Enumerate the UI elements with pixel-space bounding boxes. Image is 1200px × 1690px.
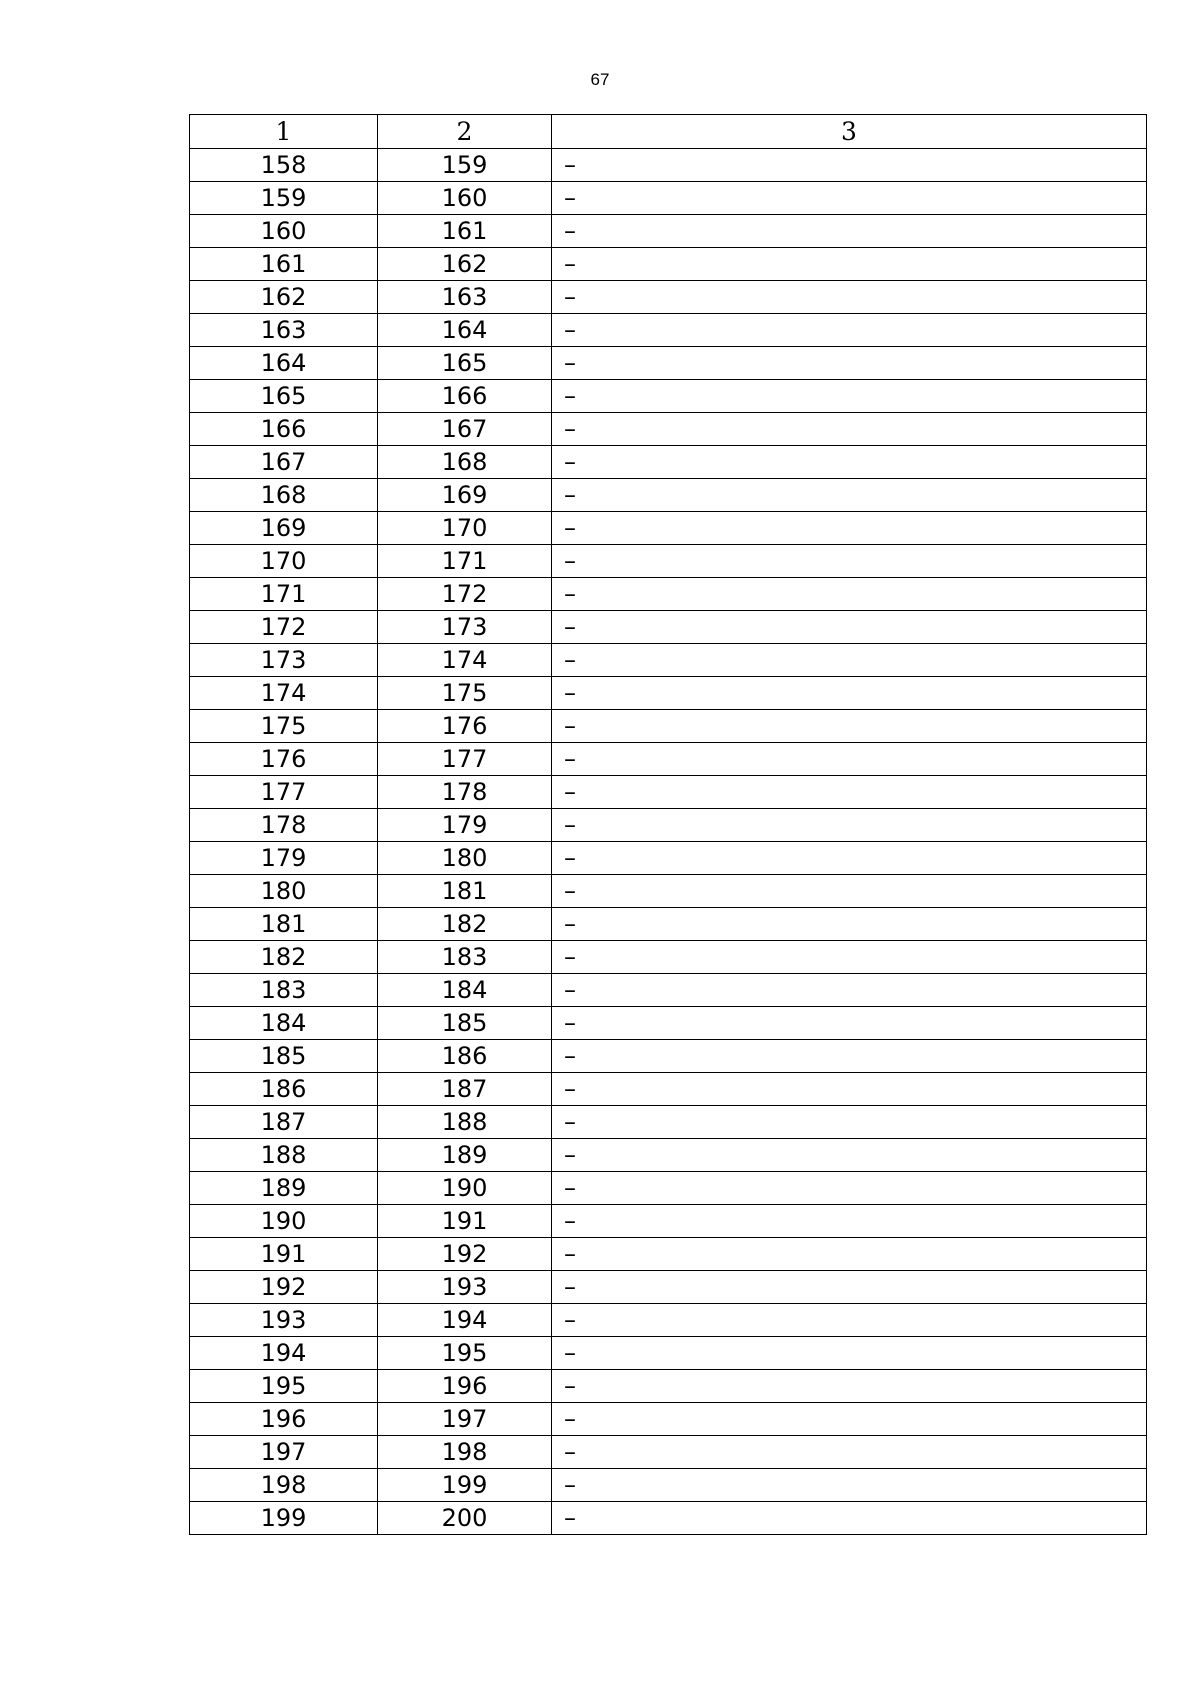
table-cell-col-2: 182: [378, 908, 552, 941]
table-cell-col-1: 169: [190, 512, 378, 545]
table-cell-col-3: –: [552, 710, 1147, 743]
table-cell-col-3: –: [552, 1436, 1147, 1469]
table-cell-col-1: 178: [190, 809, 378, 842]
table-cell-col-3: –: [552, 809, 1147, 842]
table-cell-col-3: –: [552, 1073, 1147, 1106]
table-cell-col-1: 161: [190, 248, 378, 281]
table-cell-col-2: 159: [378, 149, 552, 182]
table-cell-col-2: 190: [378, 1172, 552, 1205]
table-cell-col-2: 172: [378, 578, 552, 611]
table-row: [190, 479, 1147, 512]
table-cell-col-1: 181: [190, 908, 378, 941]
table-cell-col-3: –: [552, 611, 1147, 644]
table-cell-col-3: –: [552, 1139, 1147, 1172]
table-cell-col-2: 196: [378, 1370, 552, 1403]
table-cell-col-3: –: [552, 941, 1147, 974]
table-cell-col-2: 175: [378, 677, 552, 710]
table-cell-col-2: 184: [378, 974, 552, 1007]
table-cell-col-3: –: [552, 644, 1147, 677]
table-cell-col-2: 189: [378, 1139, 552, 1172]
table-cell-col-3: –: [552, 1370, 1147, 1403]
table-row: [190, 380, 1147, 413]
table-row: [190, 1139, 1147, 1172]
table-cell-col-2: 183: [378, 941, 552, 974]
table-row: [190, 1502, 1147, 1535]
table-cell-col-1: 183: [190, 974, 378, 1007]
table-cell-col-2: 161: [378, 215, 552, 248]
table-row: [190, 512, 1147, 545]
table-cell-col-1: 172: [190, 611, 378, 644]
table-cell-col-2: 163: [378, 281, 552, 314]
table-cell-col-2: 164: [378, 314, 552, 347]
table-cell-col-3: –: [552, 1403, 1147, 1436]
table-cell-col-2: 171: [378, 545, 552, 578]
table-cell-col-2: 187: [378, 1073, 552, 1106]
column-header-2: 2: [378, 115, 552, 149]
table-row: [190, 1370, 1147, 1403]
table-row: [190, 1007, 1147, 1040]
table-row: [190, 545, 1147, 578]
table-row: [190, 611, 1147, 644]
table-body: [190, 149, 1147, 1535]
table-cell-col-2: 188: [378, 1106, 552, 1139]
table-cell-col-1: 198: [190, 1469, 378, 1502]
table-cell-col-1: 197: [190, 1436, 378, 1469]
table-row: [190, 1040, 1147, 1073]
table-cell-col-1: 160: [190, 215, 378, 248]
table-cell-col-3: –: [552, 512, 1147, 545]
table-cell-col-1: 195: [190, 1370, 378, 1403]
table-row: [190, 1238, 1147, 1271]
table-cell-col-1: 163: [190, 314, 378, 347]
table-cell-col-2: 179: [378, 809, 552, 842]
table-cell-col-2: 197: [378, 1403, 552, 1436]
table-cell-col-1: 171: [190, 578, 378, 611]
data-table: [189, 114, 1147, 1535]
table-cell-col-3: –: [552, 908, 1147, 941]
table-row: [190, 215, 1147, 248]
table-cell-col-2: 199: [378, 1469, 552, 1502]
table-row: [190, 743, 1147, 776]
table-cell-col-1: 165: [190, 380, 378, 413]
table-cell-col-1: 159: [190, 182, 378, 215]
table-cell-col-2: 165: [378, 347, 552, 380]
table-cell-col-1: 175: [190, 710, 378, 743]
column-header-1: 1: [190, 115, 378, 149]
table-cell-col-3: –: [552, 1007, 1147, 1040]
table-cell-col-1: 162: [190, 281, 378, 314]
table-row: [190, 842, 1147, 875]
table-row: [190, 1271, 1147, 1304]
table-cell-col-2: 166: [378, 380, 552, 413]
table-cell-col-3: –: [552, 182, 1147, 215]
table-row: [190, 248, 1147, 281]
table-cell-col-1: 192: [190, 1271, 378, 1304]
table-cell-col-2: 167: [378, 413, 552, 446]
table-row: [190, 1205, 1147, 1238]
table-cell-col-2: 198: [378, 1436, 552, 1469]
table-cell-col-1: 170: [190, 545, 378, 578]
table-row: [190, 1436, 1147, 1469]
table-cell-col-3: –: [552, 743, 1147, 776]
table-cell-col-3: –: [552, 545, 1147, 578]
table-row: [190, 1304, 1147, 1337]
table-cell-col-1: 194: [190, 1337, 378, 1370]
page-number: 67: [590, 70, 610, 89]
table-cell-col-2: 194: [378, 1304, 552, 1337]
table-cell-col-1: 190: [190, 1205, 378, 1238]
table-row: [190, 149, 1147, 182]
column-header-3: 3: [552, 115, 1147, 149]
table-cell-col-2: 193: [378, 1271, 552, 1304]
table-cell-col-1: 174: [190, 677, 378, 710]
table-cell-col-3: –: [552, 1469, 1147, 1502]
table-cell-col-2: 177: [378, 743, 552, 776]
table-cell-col-2: 181: [378, 875, 552, 908]
table-cell-col-3: –: [552, 578, 1147, 611]
table-row: [190, 644, 1147, 677]
table-cell-col-3: –: [552, 1337, 1147, 1370]
table-cell-col-3: –: [552, 281, 1147, 314]
table-row: [190, 1403, 1147, 1436]
table-cell-col-3: –: [552, 248, 1147, 281]
table-cell-col-2: 170: [378, 512, 552, 545]
table-cell-col-3: –: [552, 1172, 1147, 1205]
table-cell-col-3: –: [552, 1106, 1147, 1139]
table-cell-col-1: 199: [190, 1502, 378, 1535]
table-row: [190, 1469, 1147, 1502]
table-cell-col-1: 184: [190, 1007, 378, 1040]
table-cell-col-3: –: [552, 479, 1147, 512]
table-cell-col-3: –: [552, 677, 1147, 710]
table-row: [190, 446, 1147, 479]
table-row: [190, 710, 1147, 743]
table-cell-col-2: 162: [378, 248, 552, 281]
table-cell-col-1: 179: [190, 842, 378, 875]
table-row: [190, 908, 1147, 941]
table-row: [190, 347, 1147, 380]
table-cell-col-3: –: [552, 1040, 1147, 1073]
table-cell-col-2: 200: [378, 1502, 552, 1535]
table-row: [190, 281, 1147, 314]
table-cell-col-2: 195: [378, 1337, 552, 1370]
table-cell-col-2: 168: [378, 446, 552, 479]
table-row: [190, 974, 1147, 1007]
table-cell-col-1: 167: [190, 446, 378, 479]
table-cell-col-3: –: [552, 446, 1147, 479]
table-cell-col-3: –: [552, 314, 1147, 347]
table-cell-col-1: 189: [190, 1172, 378, 1205]
table-cell-col-2: 174: [378, 644, 552, 677]
table-cell-col-1: 180: [190, 875, 378, 908]
table-row: [190, 1106, 1147, 1139]
table-cell-col-3: –: [552, 875, 1147, 908]
table-row: [190, 578, 1147, 611]
table-cell-col-1: 186: [190, 1073, 378, 1106]
table-row: [190, 1172, 1147, 1205]
table-cell-col-1: 173: [190, 644, 378, 677]
table-cell-col-3: –: [552, 842, 1147, 875]
table-cell-col-1: 166: [190, 413, 378, 446]
table-cell-col-1: 185: [190, 1040, 378, 1073]
table-cell-col-3: –: [552, 347, 1147, 380]
table-cell-col-3: –: [552, 1304, 1147, 1337]
table-cell-col-3: –: [552, 149, 1147, 182]
table-cell-col-3: –: [552, 380, 1147, 413]
table-cell-col-3: –: [552, 413, 1147, 446]
table-cell-col-1: 193: [190, 1304, 378, 1337]
table-cell-col-3: –: [552, 1502, 1147, 1535]
table-cell-col-1: 188: [190, 1139, 378, 1172]
table-cell-col-3: –: [552, 974, 1147, 1007]
table-cell-col-1: 182: [190, 941, 378, 974]
table-cell-col-1: 177: [190, 776, 378, 809]
table-row: [190, 875, 1147, 908]
table-cell-col-3: –: [552, 215, 1147, 248]
table-row: [190, 413, 1147, 446]
table-cell-col-2: 191: [378, 1205, 552, 1238]
table-row: [190, 182, 1147, 215]
table-cell-col-2: 186: [378, 1040, 552, 1073]
table-cell-col-3: –: [552, 1271, 1147, 1304]
table-cell-col-2: 180: [378, 842, 552, 875]
table-cell-col-2: 185: [378, 1007, 552, 1040]
table-cell-col-1: 191: [190, 1238, 378, 1271]
table-cell-col-2: 169: [378, 479, 552, 512]
table-cell-col-3: –: [552, 1205, 1147, 1238]
table-cell-col-2: 173: [378, 611, 552, 644]
table-cell-col-2: 192: [378, 1238, 552, 1271]
table-cell-col-1: 176: [190, 743, 378, 776]
table-row: [190, 314, 1147, 347]
table-row: [190, 941, 1147, 974]
table-cell-col-1: 187: [190, 1106, 378, 1139]
table-cell-col-1: 196: [190, 1403, 378, 1436]
table-cell-col-2: 178: [378, 776, 552, 809]
table-row: [190, 677, 1147, 710]
table-header-row: [190, 115, 1147, 149]
table-cell-col-1: 168: [190, 479, 378, 512]
table-cell-col-1: 164: [190, 347, 378, 380]
table-cell-col-3: –: [552, 1238, 1147, 1271]
table-cell-col-1: 158: [190, 149, 378, 182]
table-cell-col-2: 160: [378, 182, 552, 215]
table-row: [190, 1073, 1147, 1106]
table-cell-col-2: 176: [378, 710, 552, 743]
table-row: [190, 809, 1147, 842]
table-row: [190, 1337, 1147, 1370]
table-row: [190, 776, 1147, 809]
table-cell-col-3: –: [552, 776, 1147, 809]
